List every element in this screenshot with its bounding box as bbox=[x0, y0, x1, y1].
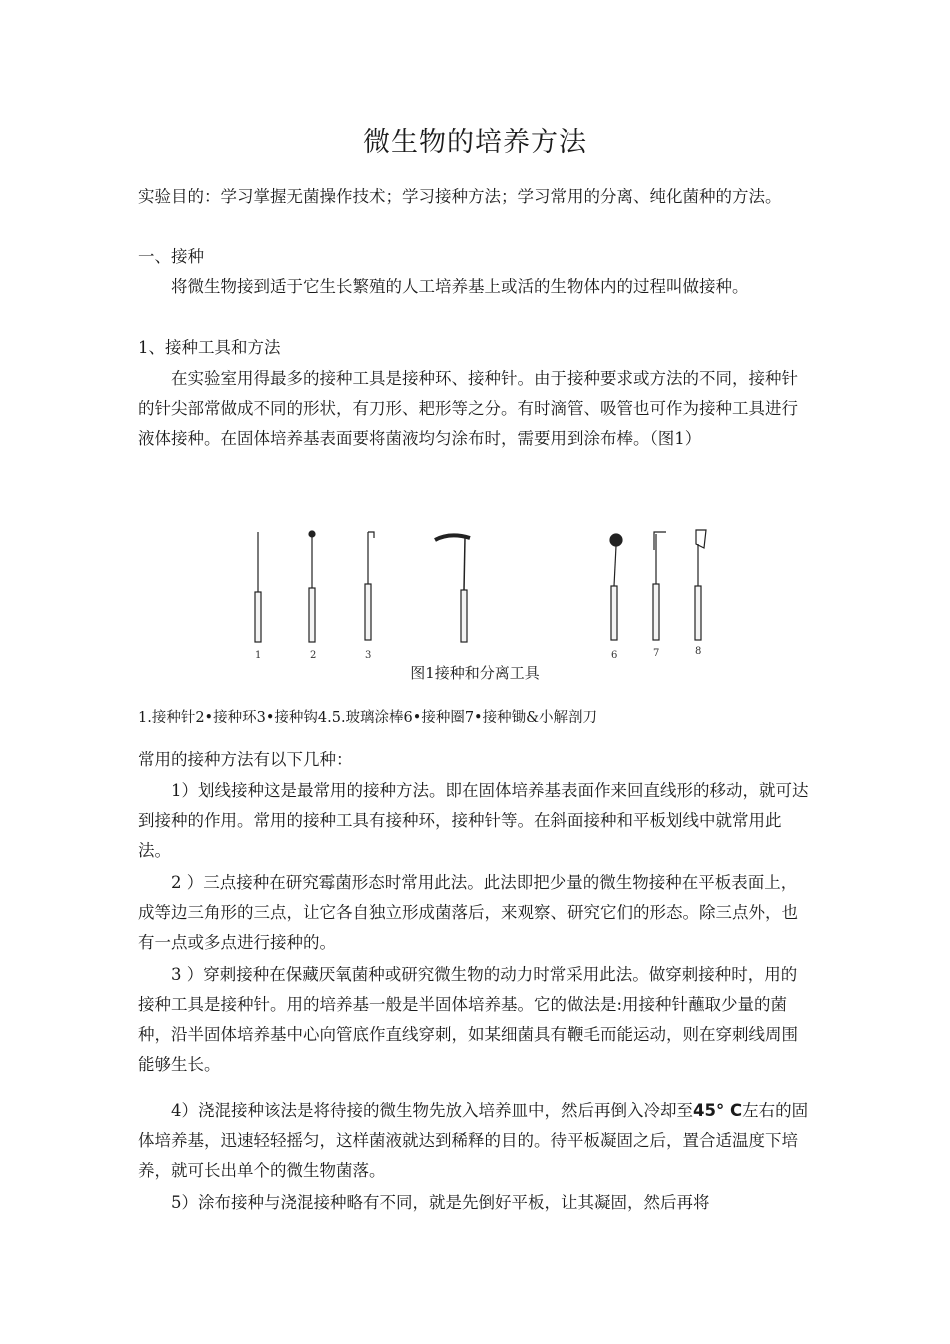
tool-number-6: 6 bbox=[611, 650, 618, 661]
tool-number-8: 8 bbox=[695, 646, 702, 657]
tool-spreader-drawing bbox=[435, 535, 470, 642]
tool-scalpel-drawing bbox=[695, 530, 706, 640]
method-streak: 1）划线接种这是最常用的接种方法。即在固体培养基表面作来回直线形的移动，就可达到接种的作用。常用的接种工具有接种环，接种针等。在斜面接种和平板划线中就常用此法。 bbox=[138, 781, 809, 860]
tool-number-3: 3 bbox=[365, 650, 372, 661]
page-title: 微生物的培养方法 bbox=[363, 127, 587, 158]
tool-hoe-drawing bbox=[653, 532, 666, 640]
methods-intro: 常用的接种方法有以下几种： bbox=[138, 750, 353, 769]
section-heading-inoculation: 一、接种 bbox=[138, 247, 204, 266]
method-stab: 3 ）穿刺接种在保藏厌氧菌种或研究微生物的动力时常采用此法。做穿刺接种时，用的接种工具是接种针。用的培养基一般是半固体培养基。它的做法是:用接种针蘸取少量的菌种，沿半固体培养基中心向管底作直线穿刺，如某细菌具有鞭毛而能运动，则在穿刺线周围能够生长。 bbox=[138, 965, 798, 1074]
tool-number-2: 2 bbox=[310, 650, 317, 661]
tool-needle-drawing bbox=[255, 532, 261, 642]
figure-caption: 图1接种和分离工具 bbox=[410, 664, 540, 682]
method-spread-plate: 5）涂布接种与浇混接种略有不同，就是先倒好平板，让其凝固，然后再将 bbox=[171, 1193, 710, 1212]
tool-hook-drawing bbox=[365, 532, 374, 640]
subsection-heading-tools: 1、接种工具和方法 bbox=[138, 338, 281, 357]
method-three-point: 2 ）三点接种在研究霉菌形态时常用此法。此法即把少量的微生物接种在平板表面上，成等边三角形的三点，让它各自独立形成菌落后，来观察、研究它们的形态。除三点外，也有一点或多点进行接种的。 bbox=[138, 873, 798, 952]
tool-number-1: 1 bbox=[255, 650, 262, 661]
tools-paragraph: 在实验室用得最多的接种工具是接种环、接种针。由于接种要求或方法的不同，接种针的针尖部常做成不同的形状，有刀形、耙形等之分。有时滴管、吸管也可作为接种工具进行液体接种。在固体培养基表面要将菌液均匀涂布时，需要用到涂布棒。（图1） bbox=[138, 369, 798, 448]
inoculation-tools-figure bbox=[240, 520, 720, 670]
tool-loop-drawing bbox=[309, 531, 315, 642]
method-pour-plate-part1: 4）浇混接种该法是将待接的微生物先放入培养皿中，然后再倒入冷却至 bbox=[171, 1101, 693, 1120]
method-pour-plate bbox=[138, 1096, 813, 1186]
tool-ring-drawing bbox=[610, 534, 622, 640]
figure-legend: 1.接种针2•接种环3•接种钩4.5.玻璃涂棒6•接种圈7•接种锄&小解剖刀 bbox=[138, 710, 598, 726]
inoculation-definition: 将微生物接到适于它生长繁殖的人工培养基上或活的生物体内的过程叫做接种。 bbox=[171, 277, 749, 296]
method-pour-plate-temperature: 45° C bbox=[693, 1101, 743, 1120]
purpose-paragraph: 实验目的：学习掌握无菌操作技术；学习接种方法；学习常用的分离、纯化菌种的方法。 bbox=[138, 187, 782, 206]
tool-number-7: 7 bbox=[653, 648, 660, 659]
method-pour-plate-part2: 左右的固体培养基，迅速轻轻摇匀，这样菌液就达到稀释的目的。待平板凝固之后，置合适温度下培养，就可长出单个的微生物菌落。 bbox=[138, 1101, 809, 1180]
